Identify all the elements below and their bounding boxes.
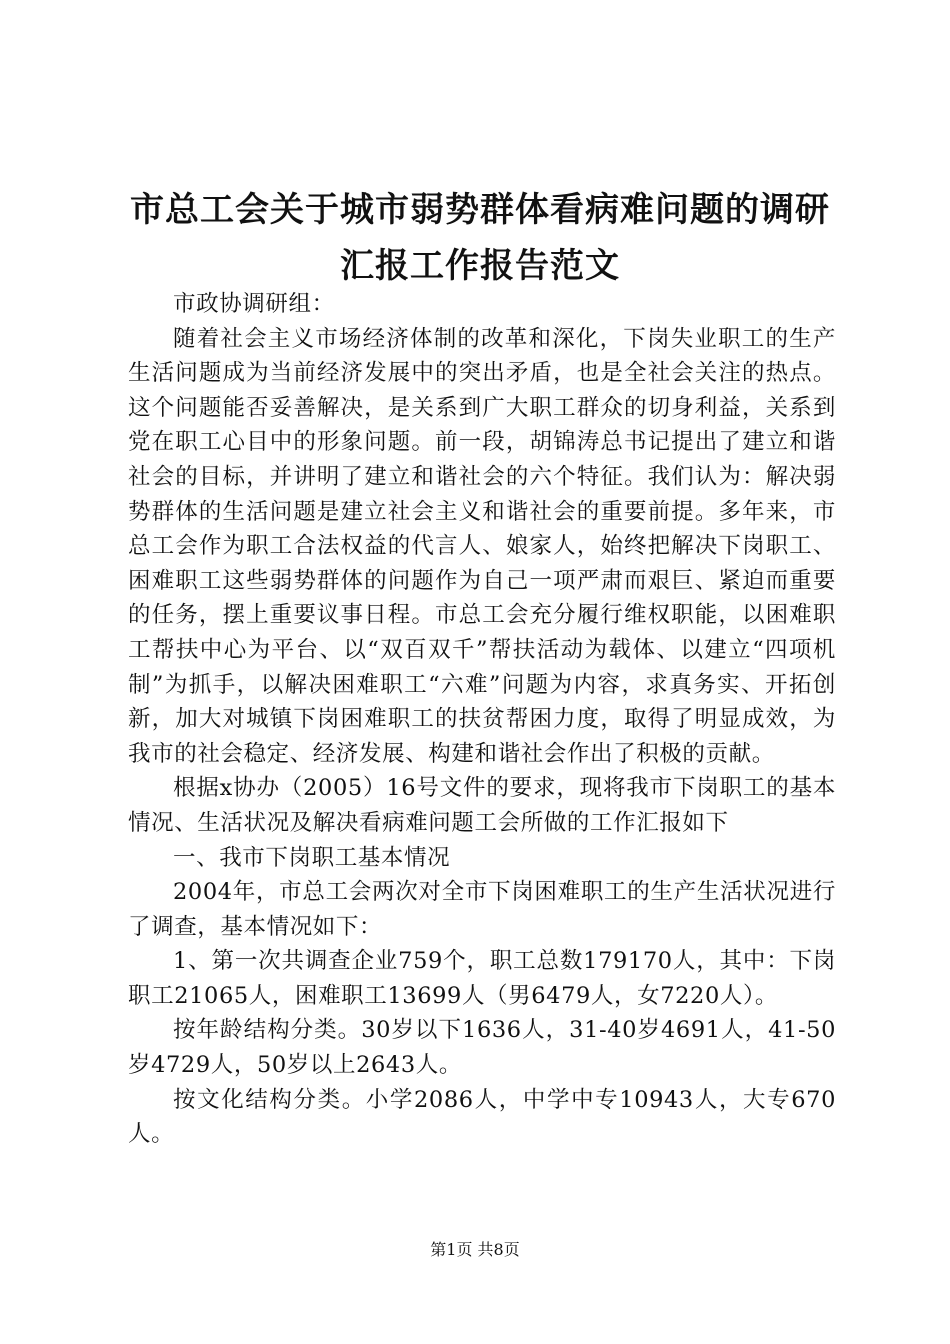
body-paragraph: 1、第一次共调查企业759个，职工总数179170人，其中：下岗职工21065人，困难职工13699人（男6479人，女7220人）。: [128, 948, 836, 1009]
section-heading: 一、我市下岗职工基本情况: [173, 844, 451, 871]
body-paragraph: 随着社会主义市场经济体制的改革和深化，下岗失业职工的生产生活问题成为当前经济发展中的突出矛盾，也是全社会关注的热点。这个问题能否妥善解决，是关系到广大职工群众的切身利益，关系到党在职工心目中的形象问题。前一段，胡锦涛总书记提出了建立和谐社会的目标，并讲明了建立和谐社会的六个特征。我们认为：解决弱势群体的生活问题是建立社会主义和谐社会的重要前提。多年来，市总工会作为职工合法权益的代言人、娘家人，始终把解决下岗职工、困难职工这些弱势群体的问题作为自己一项严肃而艰巨、紧迫而重要的任务，摆上重要议事日程。市总工会充分履行维权职能，以困难职工帮扶中心为平台、以“双百双千”帮扶活动为载体、以建立“四项机制”为抓手，以解决困难职工“六难”问题为内容，求真务实、开拓创新，加大对城镇下岗困难职工的扶贫帮困力度，取得了明显成效，为我市的社会稳定、经济发展、构建和谐社会作出了积极的贡献。: [128, 325, 836, 767]
document-title-line-1: 市总工会关于城市弱势群体看病难问题的调研: [130, 190, 830, 230]
page-footer: 第1页 共8页: [430, 1240, 520, 1259]
document-body: [128, 287, 836, 1152]
body-paragraph: 按年龄结构分类。30岁以下1636人，31-40岁4691人，41-50岁4729人，50岁以上2643人。: [128, 1017, 836, 1079]
document-title-line-2: 汇报工作报告范文: [340, 246, 620, 286]
salutation: 市政协调研组：: [173, 291, 335, 317]
body-paragraph: 2004年，市总工会两次对全市下岗困难职工的生产生活状况进行了调查，基本情况如下：: [128, 879, 836, 940]
body-paragraph: 按文化结构分类。小学2086人，中学中专10943人，大专670人。: [128, 1086, 836, 1148]
body-paragraph: 根据x协办（2005）16号文件的要求，现将我市下岗职工的基本情况、生活状况及解决看病难问题工会所做的工作汇报如下: [128, 775, 836, 836]
